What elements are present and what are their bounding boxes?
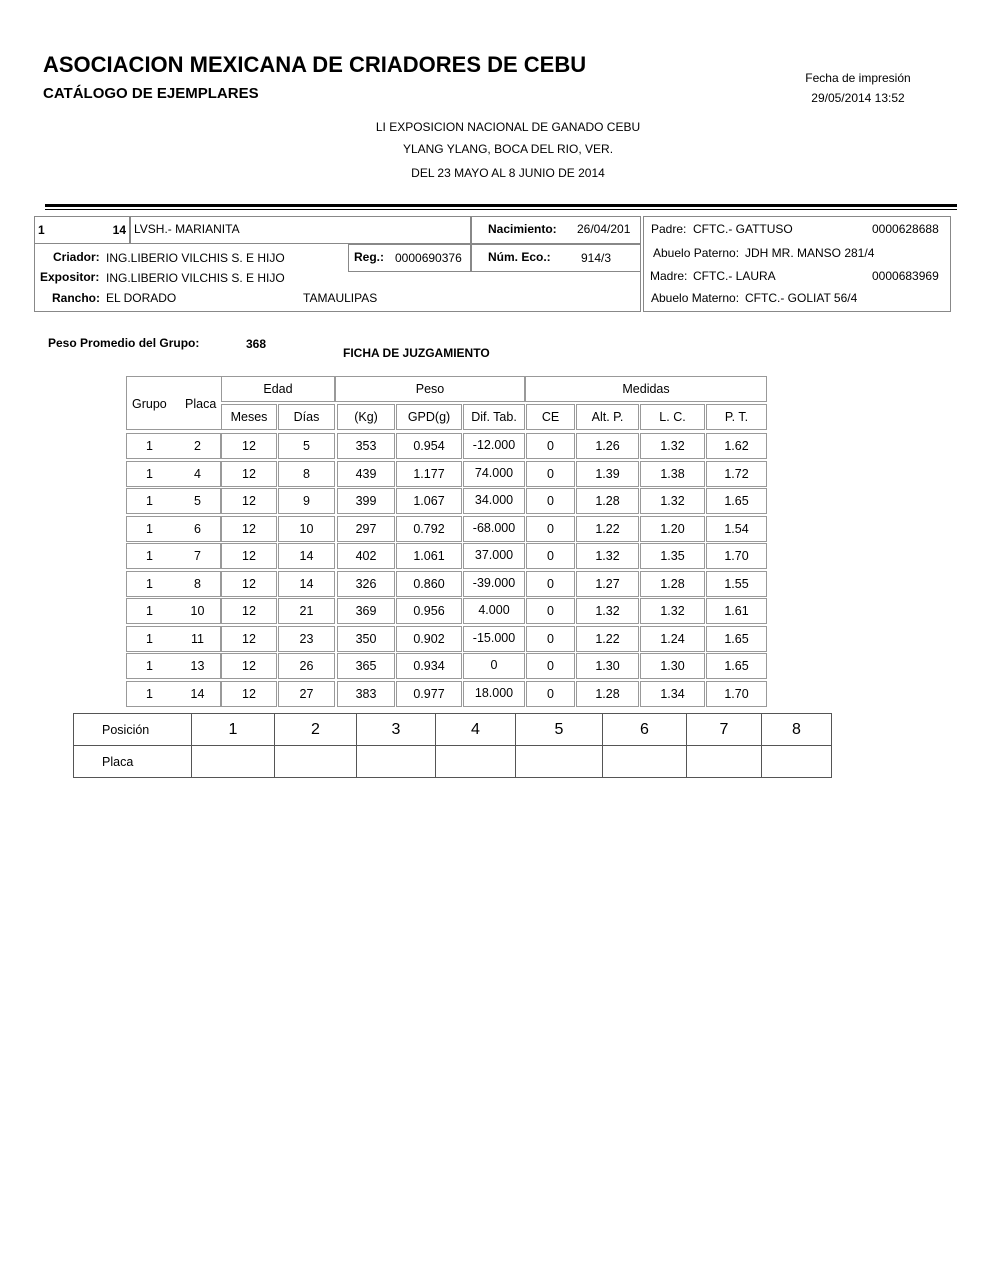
position-label: Posición xyxy=(73,713,192,746)
table-cell: 1.70 xyxy=(706,543,767,569)
table-cell: 0 xyxy=(526,598,575,624)
table-cell: 12 xyxy=(221,626,277,652)
ranch-label: Rancho: xyxy=(52,291,100,305)
eco-label: Núm. Eco.: xyxy=(488,250,551,264)
animal-name: LVSH.- MARIANITA xyxy=(134,222,240,236)
position-number: 8 xyxy=(761,713,832,746)
table-cell: -39.000 xyxy=(463,571,525,597)
table-cell: 12 xyxy=(221,681,277,707)
table-cell: 12 xyxy=(221,516,277,542)
plate-entry-cell[interactable] xyxy=(761,745,832,778)
table-cell: 26 xyxy=(278,653,335,679)
position-number: 6 xyxy=(602,713,687,746)
subheader-lc: L. C. xyxy=(640,404,705,430)
table-cell: -12.000 xyxy=(463,433,525,459)
table-cell: 326 xyxy=(337,571,395,597)
table-cell: 1 xyxy=(146,576,153,591)
print-date-value: 29/05/2014 13:52 xyxy=(811,91,905,105)
sire-name: CFTC.- GATTUSO xyxy=(693,222,793,236)
table-cell: 0 xyxy=(526,433,575,459)
ranch-value: EL DORADO xyxy=(106,291,177,305)
table-cell: 1.61 xyxy=(706,598,767,624)
table-cell: 10 xyxy=(190,604,205,618)
table-cell: 439 xyxy=(337,461,395,487)
table-cell: 12 xyxy=(221,461,277,487)
state-value: TAMAULIPAS xyxy=(303,291,378,305)
table-cell: 4.000 xyxy=(463,598,525,624)
table-cell: 350 xyxy=(337,626,395,652)
table-cell: 1.65 xyxy=(706,626,767,652)
table-cell: 1.72 xyxy=(706,461,767,487)
table-cell: 1 xyxy=(146,494,153,508)
plate-entry-cell[interactable] xyxy=(515,745,603,778)
table-cell: 14 xyxy=(190,686,205,701)
table-cell: 0 xyxy=(526,516,575,542)
table-cell: 1.55 xyxy=(706,571,767,597)
position-number: 4 xyxy=(435,713,516,746)
avg-weight-value: 368 xyxy=(246,337,267,351)
header-peso: Peso xyxy=(335,376,525,402)
reg-label: Reg.: xyxy=(354,250,384,264)
subheader-dif-tab: Dif. Tab. xyxy=(463,404,525,430)
eco-value: 914/3 xyxy=(581,251,612,265)
table-cell: 6 xyxy=(194,521,201,536)
subheader-meses: Meses xyxy=(221,404,277,430)
table-cell: 13 xyxy=(190,659,205,673)
subheader-alt-p: Alt. P. xyxy=(576,404,639,430)
table-cell: 12 xyxy=(221,433,277,459)
event-name: LI EXPOSICION NACIONAL DE GANADO CEBU xyxy=(375,120,641,134)
table-cell: 11 xyxy=(191,631,204,646)
table-cell: 1.62 xyxy=(706,433,767,459)
table-cell: 0.902 xyxy=(396,626,462,652)
table-cell: 1.24 xyxy=(640,626,705,652)
table-cell: 1.28 xyxy=(640,571,705,597)
dam-reg: 0000683969 xyxy=(872,269,939,283)
table-cell: -68.000 xyxy=(463,516,525,542)
table-cell: 10 xyxy=(278,516,335,542)
table-cell: 365 xyxy=(337,653,395,679)
paternal-grandsire: JDH MR. MANSO 281/4 xyxy=(745,246,875,260)
table-cell: 1.32 xyxy=(576,598,639,624)
table-cell: 74.000 xyxy=(463,461,525,487)
header-divider xyxy=(45,204,957,207)
position-number: 1 xyxy=(191,713,275,746)
table-cell: 8 xyxy=(194,576,201,591)
table-cell: 37.000 xyxy=(463,543,525,569)
event-place: YLANG YLANG, BOCA DEL RIO, VER. xyxy=(402,142,614,156)
subheader-gpd: GPD(g) xyxy=(396,404,462,430)
table-cell: 1.22 xyxy=(576,516,639,542)
table-cell: 1.30 xyxy=(576,653,639,679)
table-cell: 1.35 xyxy=(640,543,705,569)
header-grupo: Grupo xyxy=(132,397,167,411)
table-cell: 1.32 xyxy=(576,543,639,569)
table-cell: 14 xyxy=(278,543,335,569)
table-cell: 9 xyxy=(278,488,335,514)
table-cell: 0.860 xyxy=(396,571,462,597)
table-cell: 1.32 xyxy=(640,598,705,624)
table-cell: 1.65 xyxy=(706,488,767,514)
table-cell: 1 xyxy=(146,466,153,481)
plate-entry-cell[interactable] xyxy=(602,745,687,778)
table-cell: 0 xyxy=(526,681,575,707)
plate-entry-cell[interactable] xyxy=(191,745,275,778)
table-cell: 0 xyxy=(526,571,575,597)
table-cell: 1.38 xyxy=(640,461,705,487)
table-cell: 4 xyxy=(194,466,201,481)
sire-reg: 0000628688 xyxy=(872,222,939,236)
paternal-grandsire-label: Abuelo Paterno: xyxy=(653,246,740,260)
table-cell: 0 xyxy=(526,653,575,679)
table-cell: 1.26 xyxy=(576,433,639,459)
table-cell: 21 xyxy=(278,598,335,624)
maternal-grandsire: CFTC.- GOLIAT 56/4 xyxy=(745,291,858,305)
table-cell: 0.934 xyxy=(396,653,462,679)
table-cell: 5 xyxy=(194,494,201,508)
animal-plate: 14 xyxy=(112,223,126,237)
table-cell: 1.067 xyxy=(396,488,462,514)
table-cell: 1.28 xyxy=(576,488,639,514)
table-cell: 1.30 xyxy=(640,653,705,679)
animal-group: 1 xyxy=(38,223,45,237)
table-cell: 1 xyxy=(146,659,153,673)
table-cell: 1.27 xyxy=(576,571,639,597)
table-cell: 27 xyxy=(278,681,335,707)
table-cell: 1.34 xyxy=(640,681,705,707)
maternal-grandsire-label: Abuelo Materno: xyxy=(651,291,740,305)
table-cell: 0 xyxy=(526,488,575,514)
table-cell: 1.061 xyxy=(396,543,462,569)
table-cell: 0 xyxy=(526,461,575,487)
table-cell: 353 xyxy=(337,433,395,459)
table-cell: 1 xyxy=(146,686,153,701)
table-cell: 1 xyxy=(146,549,153,563)
table-cell: 1 xyxy=(146,439,153,453)
table-cell: 12 xyxy=(221,488,277,514)
table-cell: 1.54 xyxy=(706,516,767,542)
table-cell: 0.977 xyxy=(396,681,462,707)
avg-weight-label: Peso Promedio del Grupo: xyxy=(48,336,200,350)
subheader-pt: P. T. xyxy=(706,404,767,430)
plate-label: Placa xyxy=(73,745,192,778)
subheader-ce: CE xyxy=(526,404,575,430)
exhibitor-label: Expositor: xyxy=(40,270,100,284)
table-cell: 297 xyxy=(337,516,395,542)
reg-value: 0000690376 xyxy=(395,251,462,265)
breeder-value: ING.LIBERIO VILCHIS S. E HIJO xyxy=(106,251,285,265)
plate-entry-cell[interactable] xyxy=(435,745,516,778)
table-cell: 1.28 xyxy=(576,681,639,707)
table-cell: 0.956 xyxy=(396,598,462,624)
table-cell: 8 xyxy=(278,461,335,487)
header-divider-thin xyxy=(45,209,957,210)
table-cell: 1 xyxy=(146,521,153,536)
table-cell: 0 xyxy=(526,626,575,652)
plate-entry-cell[interactable] xyxy=(686,745,762,778)
table-cell: -15.000 xyxy=(463,626,525,652)
table-cell: 1 xyxy=(146,631,153,646)
table-cell: 5 xyxy=(278,433,335,459)
position-number: 7 xyxy=(686,713,762,746)
position-number: 3 xyxy=(356,713,436,746)
print-date-label: Fecha de impresión xyxy=(805,71,911,85)
table-cell: 18.000 xyxy=(463,681,525,707)
table-cell: 1.20 xyxy=(640,516,705,542)
dam-label: Madre: xyxy=(650,269,688,283)
table-cell: 402 xyxy=(337,543,395,569)
header-medidas: Medidas xyxy=(525,376,767,402)
judging-sheet-title: FICHA DE JUZGAMIENTO xyxy=(343,346,490,360)
catalog-subtitle: CATÁLOGO DE EJEMPLARES xyxy=(43,85,259,102)
plate-entry-cell[interactable] xyxy=(356,745,436,778)
table-cell: 383 xyxy=(337,681,395,707)
birth-value: 26/04/201 xyxy=(577,222,631,236)
table-cell: 1.22 xyxy=(576,626,639,652)
breeder-label: Criador: xyxy=(53,250,100,264)
event-dates: DEL 23 MAYO AL 8 JUNIO DE 2014 xyxy=(411,166,605,180)
table-cell: 1.32 xyxy=(640,433,705,459)
table-cell: 1 xyxy=(146,604,153,618)
table-cell: 14 xyxy=(278,571,335,597)
table-cell: 0.954 xyxy=(396,433,462,459)
table-cell: 1.65 xyxy=(706,653,767,679)
birth-label: Nacimiento: xyxy=(488,222,557,236)
table-cell: 1.177 xyxy=(396,461,462,487)
plate-entry-cell[interactable] xyxy=(274,745,357,778)
table-cell: 12 xyxy=(221,598,277,624)
position-number: 5 xyxy=(515,713,603,746)
header-placa: Placa xyxy=(185,397,217,411)
table-cell: 12 xyxy=(221,653,277,679)
table-cell: 0 xyxy=(526,543,575,569)
table-cell: 1.39 xyxy=(576,461,639,487)
table-cell: 7 xyxy=(194,549,201,563)
header-edad: Edad xyxy=(221,376,335,402)
table-cell: 369 xyxy=(337,598,395,624)
table-cell: 2 xyxy=(194,439,201,453)
table-cell: 0.792 xyxy=(396,516,462,542)
dam-name: CFTC.- LAURA xyxy=(693,269,776,283)
subheader-dias: Días xyxy=(278,404,335,430)
org-title: ASOCIACION MEXICANA DE CRIADORES DE CEBU xyxy=(43,52,587,77)
table-cell: 399 xyxy=(337,488,395,514)
table-cell: 1.70 xyxy=(706,681,767,707)
subheader-kg: (Kg) xyxy=(337,404,395,430)
table-cell: 1.32 xyxy=(640,488,705,514)
table-cell: 23 xyxy=(278,626,335,652)
sire-label: Padre: xyxy=(651,222,687,236)
table-cell: 12 xyxy=(221,543,277,569)
table-cell: 0 xyxy=(463,653,525,679)
table-cell: 12 xyxy=(221,571,277,597)
position-number: 2 xyxy=(274,713,357,746)
exhibitor-value: ING.LIBERIO VILCHIS S. E HIJO xyxy=(106,271,285,285)
table-cell: 34.000 xyxy=(463,488,525,514)
